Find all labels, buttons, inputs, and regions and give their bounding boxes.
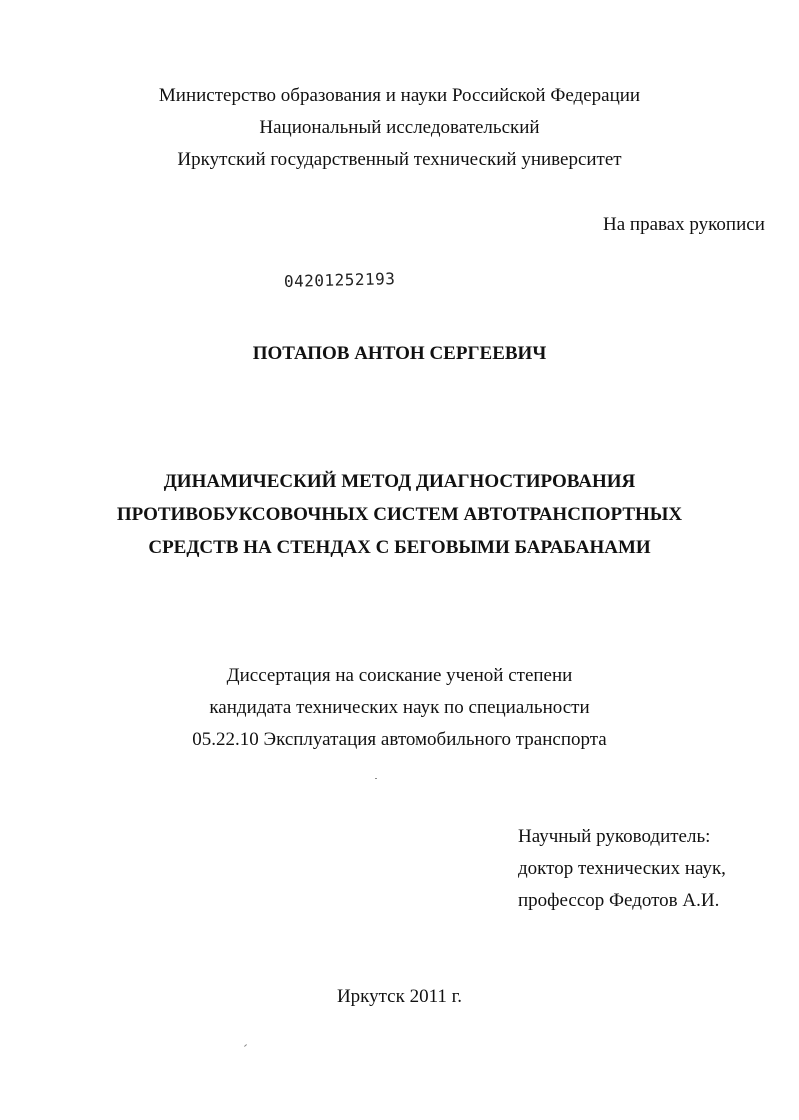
dissertation-line-3: 05.22.10 Эксплуатация автомобильного транспорта [192, 729, 607, 750]
registration-number-stamp: 04201252193 [283, 269, 396, 291]
dissertation-line-1: Диссертация на соискание ученой степени [226, 665, 573, 686]
title-line-3: СРЕДСТВ НА СТЕНДАХ С БЕГОВЫМИ БАРАБАНАМИ [148, 537, 651, 558]
manuscript-note: На правах рукописи [603, 214, 765, 235]
supervisor-name: профессор Федотов А.И. [518, 890, 720, 911]
place-year: Иркутск 2011 г. [336, 986, 463, 1007]
supervisor-degree: доктор технических наук, [518, 858, 726, 879]
scan-speck [375, 778, 377, 779]
title-line-1: ДИНАМИЧЕСКИЙ МЕТОД ДИАГНОСТИРОВАНИЯ [163, 471, 636, 492]
author-name: ПОТАПОВ АНТОН СЕРГЕЕВИЧ [252, 343, 547, 364]
university-line-1: Национальный исследовательский [259, 117, 540, 138]
dissertation-line-2: кандидата технических наук по специальности [209, 697, 590, 718]
university-line-2: Иркутский государственный технический университет [177, 149, 622, 170]
ministry-line: Министерство образования и науки Российской Федерации [158, 85, 641, 106]
scan-speck [244, 1044, 247, 1047]
title-line-2: ПРОТИВОБУКСОВОЧНЫХ СИСТЕМ АВТОТРАНСПОРТНЫХ [116, 504, 683, 525]
supervisor-label: Научный руководитель: [518, 826, 711, 847]
